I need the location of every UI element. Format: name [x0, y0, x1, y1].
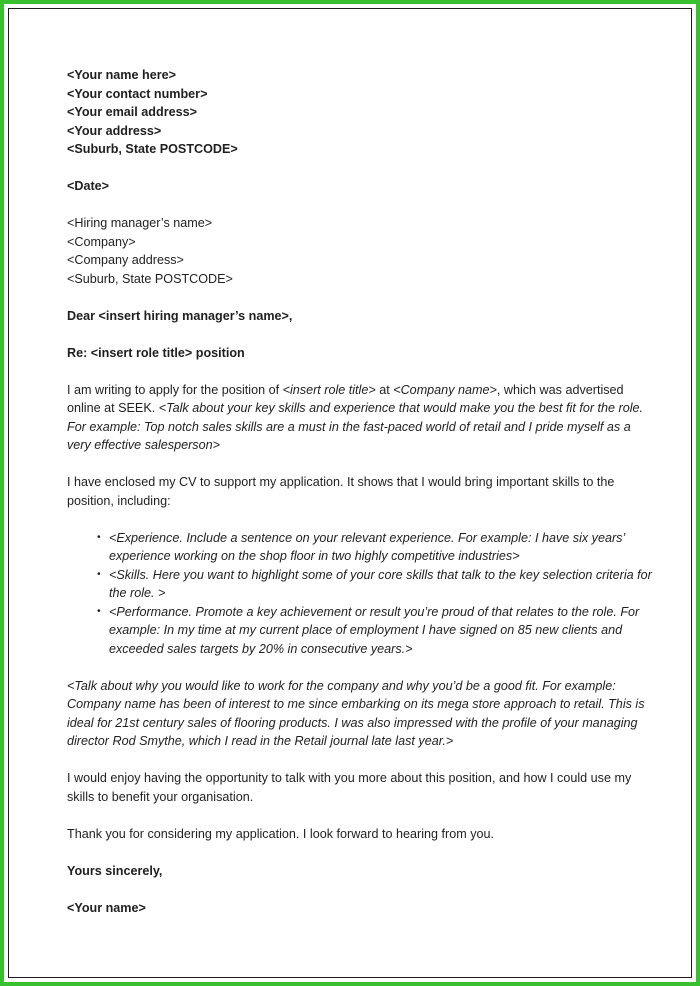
sender-email: <Your email address>	[67, 105, 197, 119]
sender-contact: <Your contact number>	[67, 86, 208, 101]
subject-line: Re: <insert role title> position	[67, 345, 245, 360]
closing-line: Yours sincerely,	[67, 863, 163, 878]
intro-role-placeholder: <insert role title>	[282, 382, 376, 397]
sender-address: <Your address>	[67, 123, 162, 138]
recipient-address: <Company address>	[67, 253, 184, 267]
signature-line: <Your name>	[67, 900, 146, 915]
list-item: • <Performance. Promote a key achievement or result you’re proud of that relates to the role. For example: In my time at my current place of employment I have signed on 85 new clients and exceeded sales targets by 20% in consecutive years.>	[97, 603, 657, 659]
intro-company-placeholder: <Company name>	[393, 382, 497, 397]
list-item: • <Experience. Include a sentence on your relevant experience. For example: I have six years’ experience working on the shop floor in two highly competitive industries>	[97, 529, 657, 566]
intro-text-3: , which was advertised online at SEEK.	[67, 382, 624, 415]
sender-name: <Your name here>	[67, 68, 176, 82]
recipient-company: <Company>	[67, 234, 136, 249]
intro-text-1: I am writing to apply for the position of	[67, 382, 283, 397]
recipient-block	[67, 214, 657, 288]
opportunity-paragraph: I would enjoy having the opportunity to talk with you more about this position, and how I could use my skills to benefit your organisation.	[67, 771, 632, 804]
intro-skills-placeholder: <Talk about your key skills and experience that would make you the best fit for the role. For example: Top notch sales skills are a must in the fast-paced world of retail and I pride myself as a very effective salesperson>	[67, 401, 644, 452]
cv-paragraph: I have enclosed my CV to support my application. It shows that I would bring important skills to the position, including:	[67, 475, 615, 508]
recipient-suburb: <Suburb, State POSTCODE>	[67, 271, 233, 286]
thanks-paragraph: Thank you for considering my application. I look forward to hearing from you.	[67, 826, 495, 841]
list-item: • <Skills. Here you want to highlight some of your core skills that talk to the key selection criteria for the role. >	[97, 566, 657, 603]
sender-suburb: <Suburb, State POSTCODE>	[67, 142, 238, 156]
intro-text-2: at	[375, 382, 394, 397]
skills-list	[67, 529, 657, 659]
recipient-name: <Hiring manager’s name>	[67, 216, 213, 230]
date-line: <Date>	[67, 179, 110, 193]
cover-letter-document	[67, 66, 657, 917]
company-fit-paragraph: <Talk about why you would like to work for the company and why you’d be a good fit. For example: Company name has been of interest to me since embarking on its mega store approach to retail. This is ideal for 21st century sales of flooring products. I was also impressed with the profile of your managing director Rod Smythe, which I read in the Retail journal late last year.>	[67, 678, 645, 748]
salutation: Dear <insert hiring manager’s name>,	[67, 308, 293, 323]
intro-paragraph	[67, 381, 657, 455]
sender-block	[67, 66, 657, 159]
